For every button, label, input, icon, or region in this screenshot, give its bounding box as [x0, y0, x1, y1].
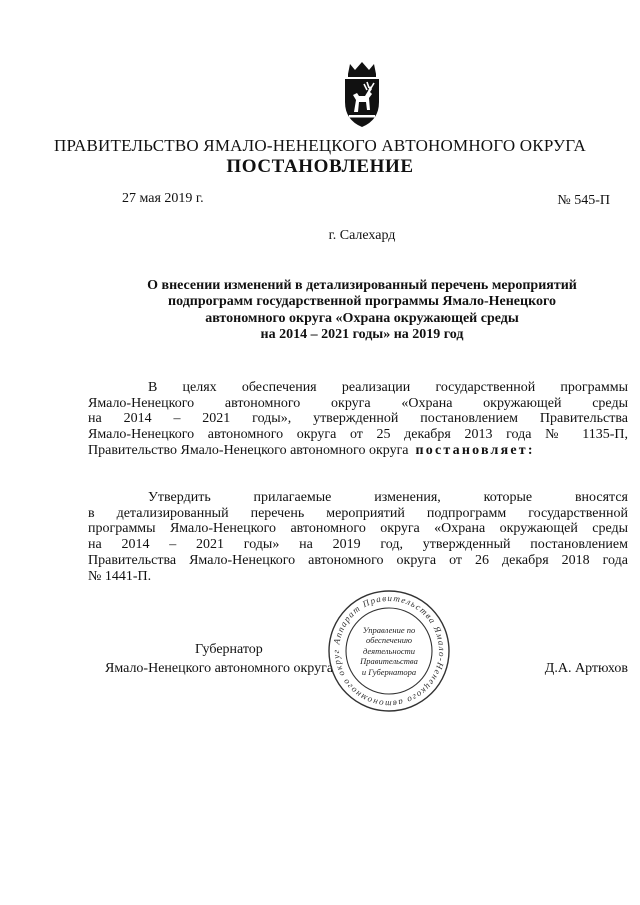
paragraph-line: Ямало-Ненецкого автономного округа «Охрана окружающей среды [88, 395, 628, 411]
paragraph-line [88, 443, 628, 459]
resolution-keyword: постановляет: [415, 442, 535, 458]
paragraph-text: Правительство Ямало-Ненецкого автономного округа [88, 442, 409, 458]
document-date: 27 мая 2019 г. [122, 191, 204, 206]
stamp-line: и Губернатора [361, 666, 417, 677]
coat-of-arms-icon [337, 60, 387, 130]
paragraph-line: В целях обеспечения реализации государственной программы [148, 380, 628, 395]
paragraph-line: на 2014 – 2021 годы» на 2019 год, утвержденный постановлением [88, 537, 628, 553]
subject-line: на 2014 – 2021 годы» на 2019 год [260, 327, 464, 343]
stamp-line: Правительства [360, 656, 418, 667]
signatory-region: Ямало-Ненецкого автономного округа [105, 661, 334, 676]
signatory-position: Губернатор [195, 642, 263, 657]
government-title: ПРАВИТЕЛЬСТВО ЯМАЛО-НЕНЕЦКОГО АВТОНОМНОГО ОКРУГА [54, 136, 586, 155]
subject-line: автономного округа «Охрана окружающей среды [205, 310, 519, 326]
paragraph-line: программы Ямало-Ненецкого автономного округа «Охрана окружающей среды [88, 521, 628, 537]
document-subject [92, 278, 632, 344]
document-type: ПОСТАНОВЛЕНИЕ [226, 156, 414, 177]
stamp-line: деятельности [362, 645, 416, 656]
stamp-line: обеспечению [365, 635, 413, 646]
signatory-name: Д.А. Артюхов [544, 661, 628, 676]
paragraph-line: Правительства Ямало-Ненецкого автономного округа от 26 декабря 2018 года [88, 552, 628, 568]
subject-line: О внесении изменений в детализированный перечень мероприятий [147, 278, 577, 293]
paragraph-line: Утвердить прилагаемые изменения, которые вносятся [148, 490, 628, 505]
paragraph-line: Ямало-Ненецкого автономного округа от 25 декабря 2013 года № 1135-П, [88, 427, 628, 443]
stamp-inner-text [347, 608, 431, 694]
paragraph-line: на 2014 – 2021 годы», утвержденной постановлением Правительства [88, 411, 628, 427]
official-stamp [327, 588, 451, 714]
paragraph-preamble [88, 380, 628, 459]
stamp-line: Управление по [362, 624, 416, 635]
paragraph-line: в детализированный перечень мероприятий подпрограмм государственной [88, 505, 628, 521]
svg-text:Аппарат Правительства Ямало-Не: Аппарат Правительства Ямало-Ненецкого автономного округ [330, 592, 448, 710]
paragraph-line: № 1441-П. [88, 568, 152, 584]
paragraph-resolution [88, 490, 628, 584]
subject-line: подпрограмм государственной программы Ямало-Ненецкого [168, 294, 556, 310]
document-number: № 545-П [557, 193, 610, 208]
document-city: г. Салехард [328, 228, 396, 243]
